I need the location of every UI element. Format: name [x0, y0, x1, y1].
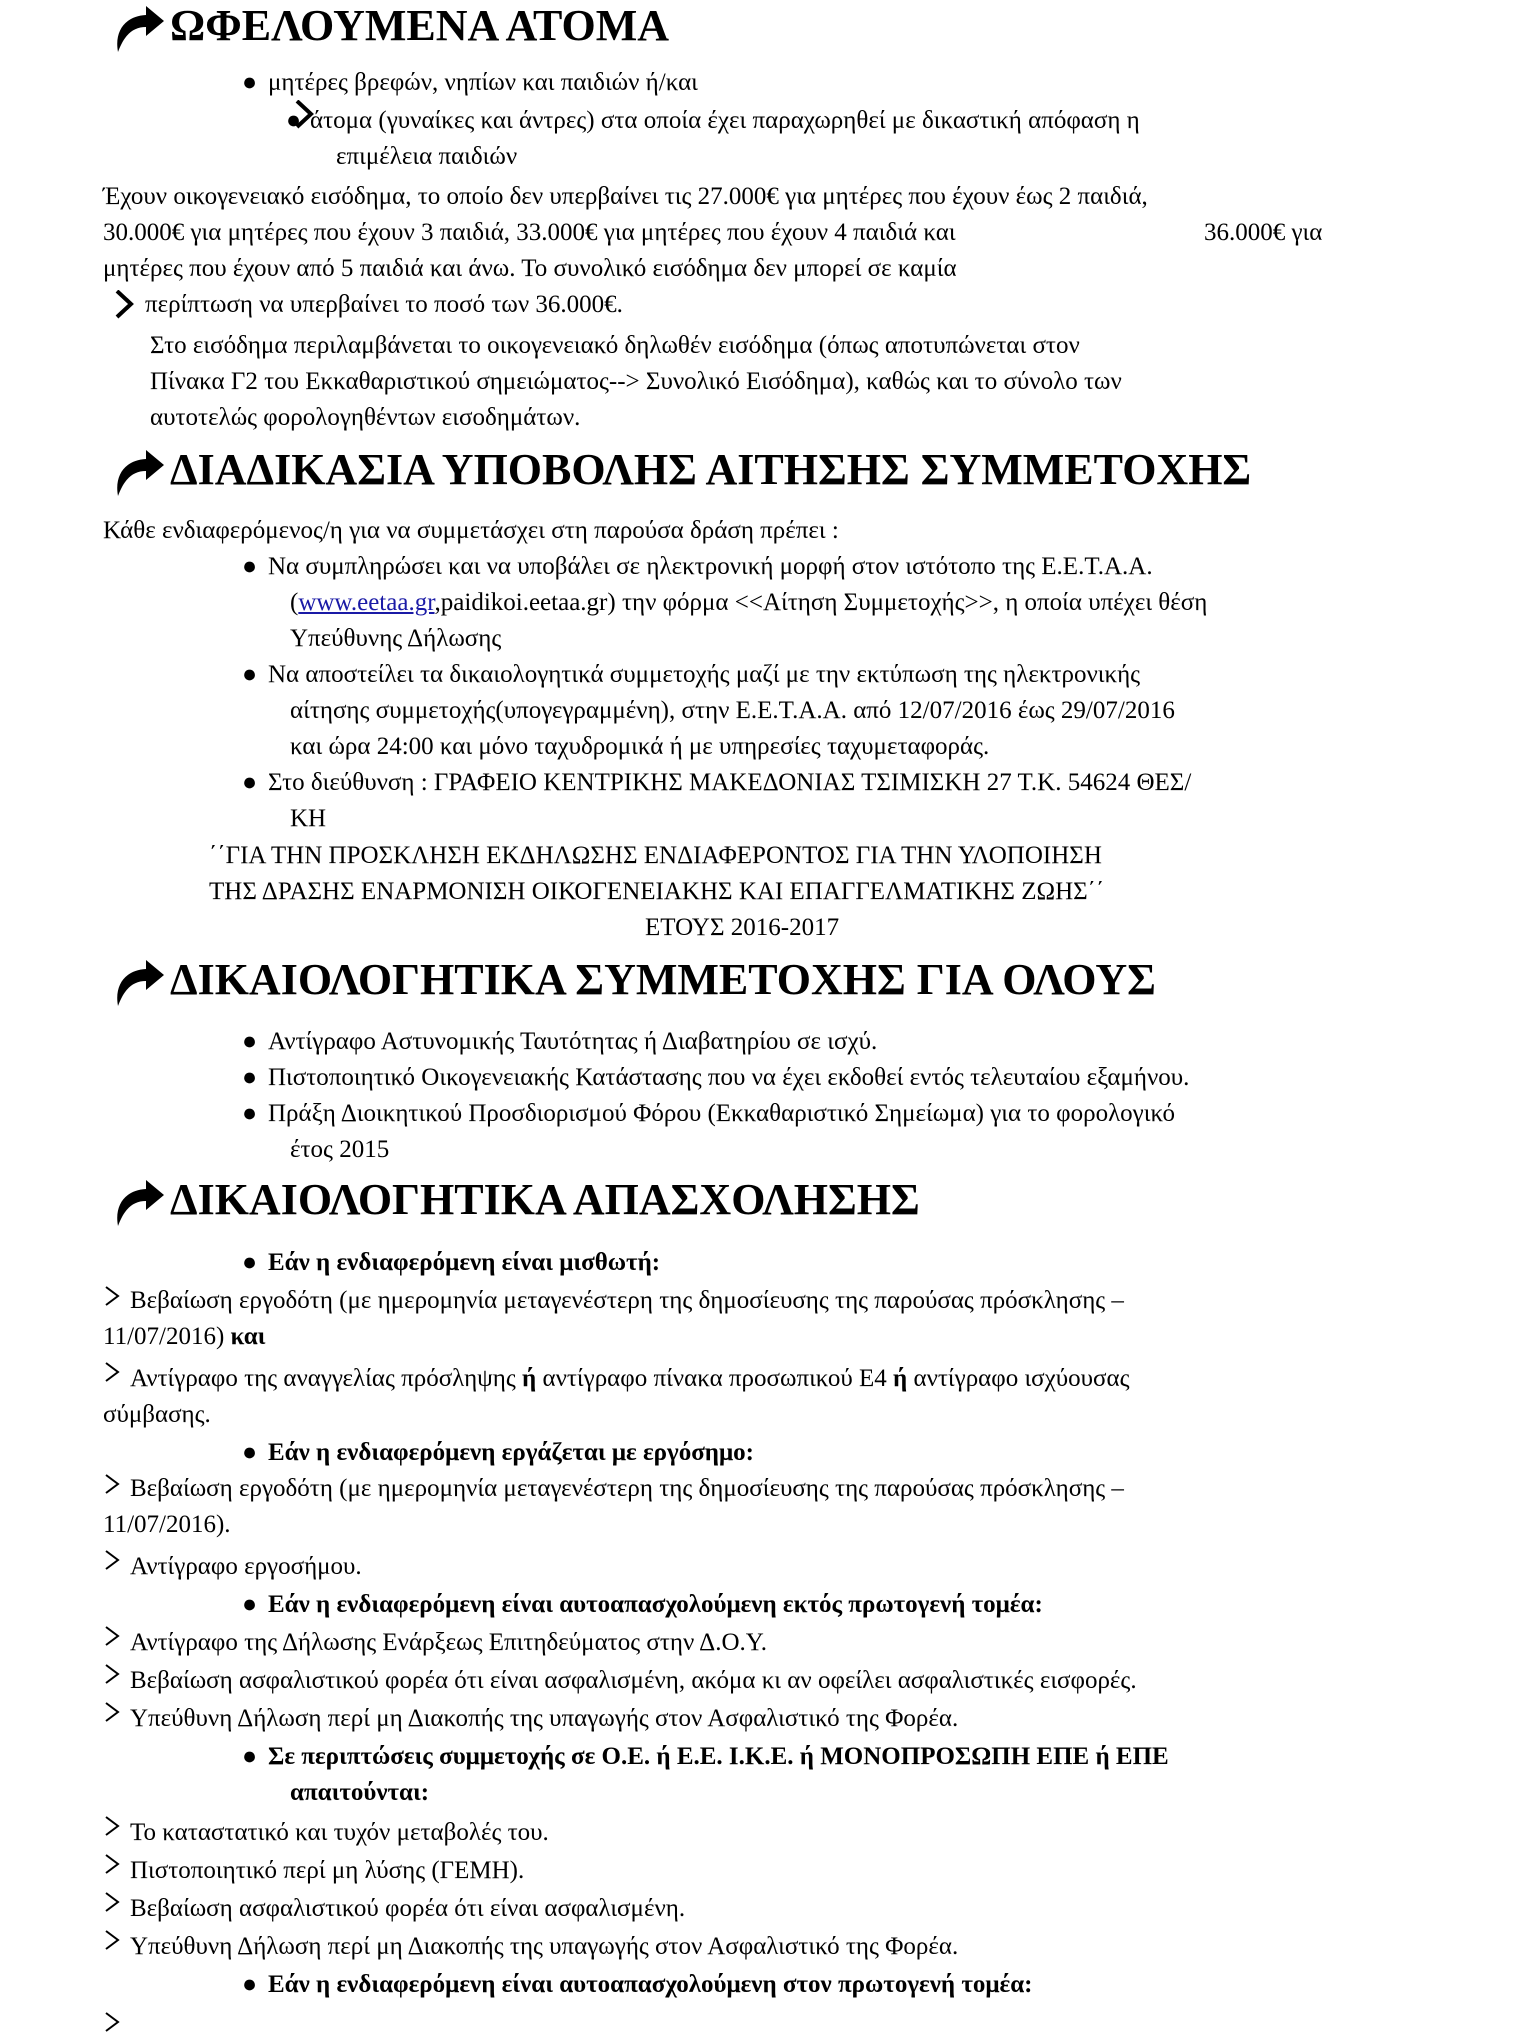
list-item: Πράξη Διοικητικού Προσδιορισμού Φόρου (Εκκαθαριστικό Σημείωμα) για το φορολογικό	[268, 1100, 1176, 1127]
chevron-right-icon	[104, 1550, 122, 1572]
chevron-right-icon	[104, 1664, 122, 1686]
list-item-cont: έτος 2015	[290, 1136, 390, 1163]
bullet-icon: ●	[242, 1064, 258, 1091]
list-item-cont: 11/07/2016).	[103, 1511, 231, 1538]
chevron-right-icon	[114, 290, 136, 320]
list-item: μητέρες βρεφών, νηπίων και παιδιών ή/και	[268, 69, 698, 96]
chevron-right-icon	[104, 1854, 122, 1876]
list-item: Πιστοποιητικό Οικογενειακής Κατάστασης που να έχει εκδοθεί εντός τελευταίου εξαμήνου.	[268, 1064, 1190, 1091]
list-item: Βεβαίωση εργοδότη (με ημερομηνία μεταγενέστερη της δημοσίευσης της παρούσας πρόσκλησης –	[130, 1287, 1124, 1314]
list-item: Βεβαίωση ασφαλιστικού φορέα ότι είναι ασφαλισμένη.	[130, 1895, 686, 1922]
paragraph-line: Στο εισόδημα περιλαμβάνεται το οικογενειακό δηλωθέν εισόδημα (όπως αποτυπώνεται στον	[150, 332, 1080, 359]
list-item-cont: και ώρα 24:00 και μόνο ταχυδρομικά ή με υπηρεσίες ταχυμεταφοράς.	[290, 733, 990, 760]
section-heading-employment-documents: ΔΙΚΑΙΟΛΟΓΗΤΙΚΑ ΑΠΑΣΧΟΛΗΣΗΣ	[170, 1175, 920, 1224]
subheading: Σε περιπτώσεις συμμετοχής σε Ο.Ε. ή Ε.Ε. Ι.Κ.Ε. ή ΜΟΝΟΠΡΟΣΩΠΗ ΕΠΕ ή ΕΠΕ	[268, 1743, 1169, 1770]
bullet-icon: ●	[242, 661, 258, 688]
bullet-icon: ●	[242, 1028, 258, 1055]
list-item: Να συμπληρώσει και να υποβάλει σε ηλεκτρονική μορφή στον ιστότοπο της Ε.Ε.Τ.Α.Α.	[268, 553, 1153, 580]
chevron-right-icon	[104, 1626, 122, 1648]
curved-arrow-icon	[112, 956, 168, 1010]
bullet-icon: ●	[286, 107, 302, 134]
centered-title-line: ΤΗΣ ΔΡΑΣΗΣ ΕΝΑΡΜΟΝΙΣΗ ΟΙΚΟΓΕΝΕΙΑΚΗΣ ΚΑΙ ΕΠΑΓΓΕΛΜΑΤΙΚΗΣ ΖΩΗΣ΄΄	[209, 878, 1105, 905]
section-heading-application-procedure: ΔΙΑΔΙΚΑΣΙΑ ΥΠΟΒΟΛΗΣ ΑΙΤΗΣΗΣ ΣΥΜΜΕΤΟΧΗΣ	[170, 445, 1252, 494]
curved-arrow-icon	[112, 446, 168, 500]
paragraph-line: Πίνακα Γ2 του Εκκαθαριστικού σημειώματος--> Συνολικό Εισόδημα), καθώς και το σύνολο των	[150, 368, 1122, 395]
list-item: Στο διεύθυνση : ΓΡΑΦΕΙΟ ΚΕΝΤΡΙΚΗΣ ΜΑΚΕΔΟΝΙΑΣ ΤΣΙΜΙΣΚΗ 27 Τ.Κ. 54624 ΘΕΣ/	[268, 769, 1192, 796]
chevron-right-icon	[104, 1930, 122, 1952]
section-heading-beneficiaries: ΩΦΕΛΟΥΜΕΝΑ ΑΤΟΜΑ	[170, 1, 670, 50]
bullet-icon: ●	[242, 1743, 258, 1770]
bullet-icon: ●	[242, 1971, 258, 1998]
curved-arrow-icon	[112, 1176, 168, 1230]
paragraph-line: αυτοτελώς φορολογηθέντων εισοδημάτων.	[150, 404, 581, 431]
subheading: Εάν η ενδιαφερόμενη είναι αυτοαπασχολούμενη εκτός πρωτογενή τομέα:	[268, 1591, 1043, 1618]
list-item: Το καταστατικό και τυχόν μεταβολές του.	[130, 1819, 549, 1846]
list-item: Βεβαίωση εργοδότη (με ημερομηνία μεταγενέστερη της δημοσίευσης της παρούσας πρόσκλησης –	[130, 1475, 1124, 1502]
bullet-icon: ●	[242, 1439, 258, 1466]
subheading: Εάν η ενδιαφερόμενη εργάζεται με εργόσημο:	[268, 1439, 754, 1466]
paragraph-line: μητέρες που έχουν από 5 παιδιά και άνω. Το συνολικό εισόδημα δεν μπορεί σε καμία	[103, 255, 957, 282]
paragraph-line: 30.000€ για μητέρες που έχουν 3 παιδιά, 33.000€ για μητέρες που έχουν 4 παιδιά και	[103, 219, 956, 246]
list-item-cont: σύμβασης.	[103, 1401, 211, 1428]
list-item-cont: επιμέλεια παιδιών	[336, 143, 518, 170]
paragraph-line: 36.000€ για	[1204, 219, 1323, 246]
list-item-cont: (www.eetaa.gr,paidikoi.eetaa.gr) την φόρμα <<Αίτηση Συμμετοχής>>, η οποία υπέχει θέση	[290, 589, 1208, 616]
list-item: Αντίγραφο της Δήλωσης Ενάρξεως Επιτηδεύματος στην Δ.Ο.Υ.	[130, 1629, 767, 1656]
bullet-icon: ●	[242, 1100, 258, 1127]
list-item: Αντίγραφο Αστυνομικής Ταυτότητας ή Διαβατηρίου σε ισχύ.	[268, 1028, 878, 1055]
curved-arrow-icon	[112, 2, 168, 56]
list-item: Υπεύθυνη Δήλωση περί μη Διακοπής της υπαγωγής στον Ασφαλιστικό της Φορέα.	[130, 1705, 959, 1732]
chevron-right-icon	[104, 1892, 122, 1914]
list-item: Πιστοποιητικό περί μη λύσης (ΓΕΜΗ).	[130, 1857, 525, 1884]
centered-title-line: ΕΤΟΥΣ 2016-2017	[645, 914, 840, 941]
paragraph-line: περίπτωση να υπερβαίνει το ποσό των 36.000€.	[145, 291, 623, 318]
list-item: άτομα (γυναίκες και άντρες) στα οποία έχει παραχωρηθεί με δικαστική απόφαση η	[310, 107, 1140, 134]
chevron-right-icon	[104, 1816, 122, 1838]
bullet-icon: ●	[242, 69, 258, 96]
paragraph-line: Κάθε ενδιαφερόμενος/η για να συμμετάσχει στη παρούσα δράση πρέπει :	[103, 517, 839, 544]
chevron-right-icon	[104, 1362, 122, 1384]
eetaa-link[interactable]: www.eetaa.gr	[298, 589, 435, 616]
bullet-icon: ●	[242, 553, 258, 580]
list-item-cont: 11/07/2016) και	[103, 1323, 266, 1350]
bullet-icon: ●	[242, 1591, 258, 1618]
chevron-right-icon	[104, 1286, 122, 1308]
paragraph-line: Έχουν οικογενειακό εισόδημα, το οποίο δεν υπερβαίνει τις 27.000€ για μητέρες που έχουν έως 2 παιδιά,	[103, 183, 1148, 210]
list-item: Βεβαίωση ασφαλιστικού φορέα ότι είναι ασφαλισμένη, ακόμα κι αν οφείλει ασφαλιστικές εισφορές.	[130, 1667, 1137, 1694]
bullet-icon: ●	[242, 1249, 258, 1276]
subheading-cont: απαιτούνται:	[290, 1779, 430, 1806]
list-item: Αντίγραφο εργοσήμου.	[130, 1553, 362, 1580]
list-item-cont: ΚΗ	[290, 805, 327, 832]
subheading: Εάν η ενδιαφερόμενη είναι αυτοαπασχολούμενη στον πρωτογενή τομέα:	[268, 1971, 1033, 1998]
chevron-right-icon	[104, 1702, 122, 1724]
list-item: Αντίγραφο της αναγγελίας πρόσληψης ή αντίγραφο πίνακα προσωπικού Ε4 ή αντίγραφο ισχύουσας	[130, 1365, 1130, 1392]
chevron-right-icon	[104, 1474, 122, 1496]
subheading: Εάν η ενδιαφερόμενη είναι μισθωτή:	[268, 1249, 661, 1276]
list-item: Να αποστείλει τα δικαιολογητικά συμμετοχής μαζί με την εκτύπωση της ηλεκτρονικής	[268, 661, 1141, 688]
section-heading-documents-all: ΔΙΚΑΙΟΛΟΓΗΤΙΚΑ ΣΥΜΜΕΤΟΧΗΣ ΓΙΑ ΟΛΟΥΣ	[170, 955, 1156, 1004]
list-item: Υπεύθυνη Δήλωση περί μη Διακοπής της υπαγωγής στον Ασφαλιστικό της Φορέα.	[130, 1933, 959, 1960]
list-item-cont: Υπεύθυνης Δήλωσης	[290, 625, 502, 652]
centered-title-line: ΄΄ΓΙΑ ΤΗΝ ΠΡΟΣΚΛΗΣΗ ΕΚΔΗΛΩΣΗΣ ΕΝΔΙΑΦΕΡΟΝΤΟΣ ΓΙΑ ΤΗΝ ΥΛΟΠΟΙΗΣΗ	[209, 842, 1102, 869]
list-item-cont: αίτησης συμμετοχής(υπογεγραμμένη), στην Ε.Ε.Τ.Α.Α. από 12/07/2016 έως 29/07/2016	[290, 697, 1175, 724]
bullet-icon: ●	[242, 769, 258, 796]
chevron-right-icon	[104, 2012, 122, 2032]
